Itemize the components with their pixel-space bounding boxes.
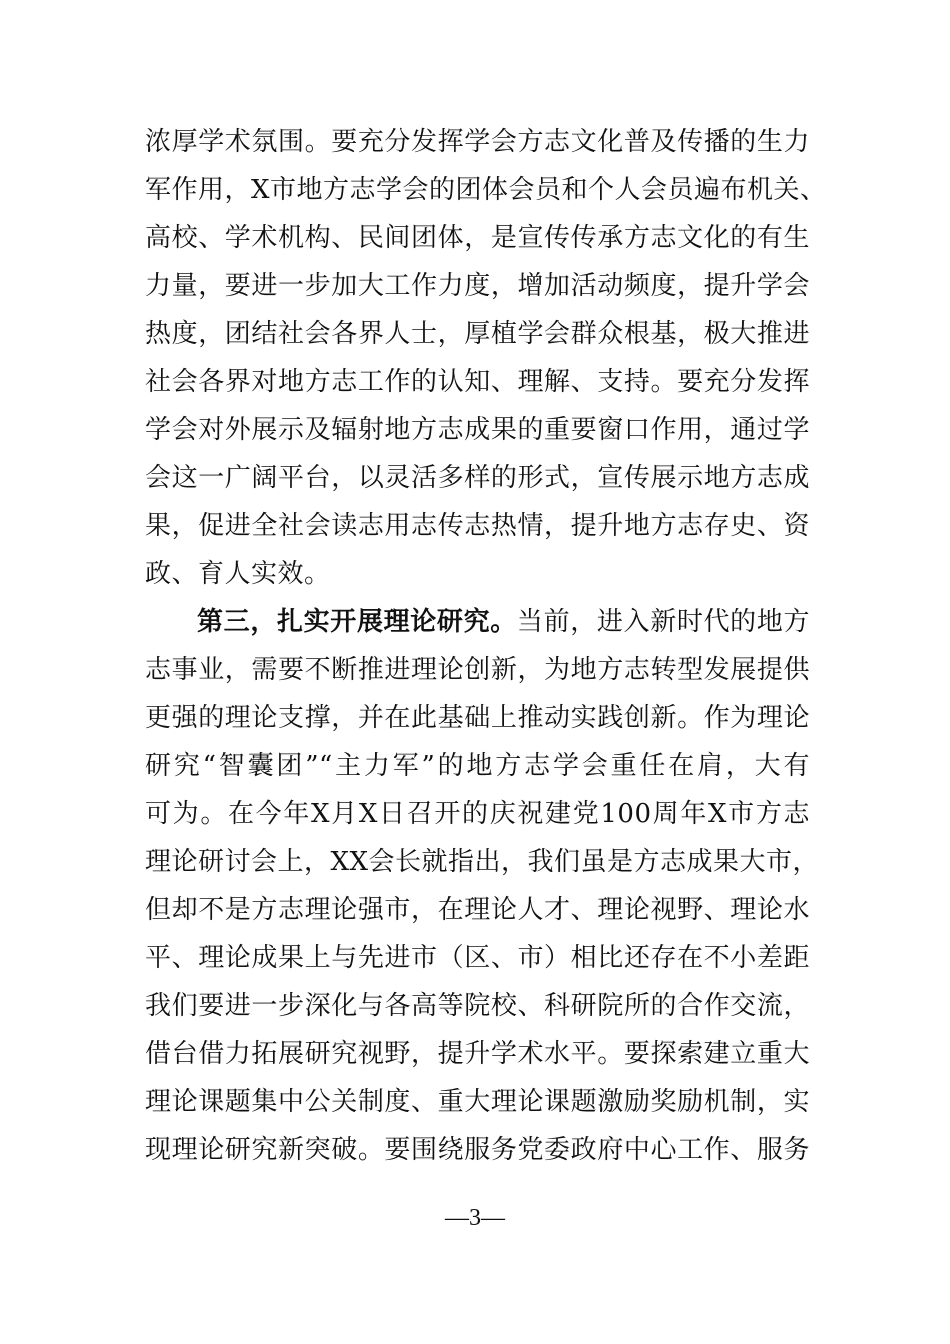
- text-line: 更强的理论支撑，并在此基础上推动实践创新。作为理论: [145, 703, 810, 733]
- text-line: 我们要进一步深化与各高等院校、科研院所的合作交流，: [145, 991, 810, 1021]
- text-line: 平、理论成果上与先进市（区、市）相比还存在不小差距: [145, 943, 810, 973]
- text-line: 志事业，需要不断推进理论创新，为地方志转型发展提供: [145, 655, 810, 685]
- text-line: 现理论研究新突破。要围绕服务党委政府中心工作、服务: [145, 1135, 810, 1165]
- text-line: 社会各界对地方志工作的认知、理解、支持。要充分发挥: [145, 367, 810, 397]
- text-line: 军作用，X市地方志学会的团体会员和个人会员遍布机关、: [145, 175, 827, 205]
- text-line: 理论课题集中公关制度、重大理论课题激励奖励机制，实: [145, 1087, 810, 1117]
- body-text: [145, 118, 827, 1174]
- text-line: 会这一广阔平台，以灵活多样的形式，宣传展示地方志成: [145, 463, 810, 493]
- text-line: 政、育人实效。: [145, 559, 331, 589]
- text-line: 浓厚学术氛围。要充分发挥学会方志文化普及传播的生力: [145, 127, 810, 157]
- text-line: 可为。在今年X月X日召开的庆祝建党100周年X市方志: [145, 799, 810, 829]
- text-line: 借台借力拓展研究视野，提升学术水平。要探索建立重大: [145, 1039, 810, 1069]
- text-line: 研究“智囊团”“主力军”的地方志学会重任在肩，大有: [145, 751, 810, 781]
- text-line: 学会对外展示及辐射地方志成果的重要窗口作用，通过学: [145, 415, 810, 445]
- paragraph-1: [145, 118, 827, 598]
- heading-line-rest: 当前，进入新时代的地方: [516, 607, 810, 637]
- text-line: 高校、学术机构、民间团体，是宣传传承方志文化的有生: [145, 223, 810, 253]
- text-line: 力量，要进一步加大工作力度，增加活动频度，提升学会: [145, 271, 810, 301]
- text-line: 热度，团结社会各界人士，厚植学会群众根基，极大推进: [145, 319, 810, 349]
- text-line: 但却不是方志理论强市，在理论人才、理论视野、理论水: [145, 895, 810, 925]
- text-line-first: [145, 598, 810, 646]
- section-heading: 第三，扎实开展理论研究。: [197, 607, 517, 637]
- page-number: —3—: [445, 1205, 505, 1231]
- text-line: 果，促进全社会读志用志传志热情，提升地方志存史、资: [145, 511, 810, 541]
- text-line: 理论研讨会上，XX会长就指出，我们虽是方志成果大市，: [145, 847, 820, 877]
- paragraph-2: [145, 598, 820, 1174]
